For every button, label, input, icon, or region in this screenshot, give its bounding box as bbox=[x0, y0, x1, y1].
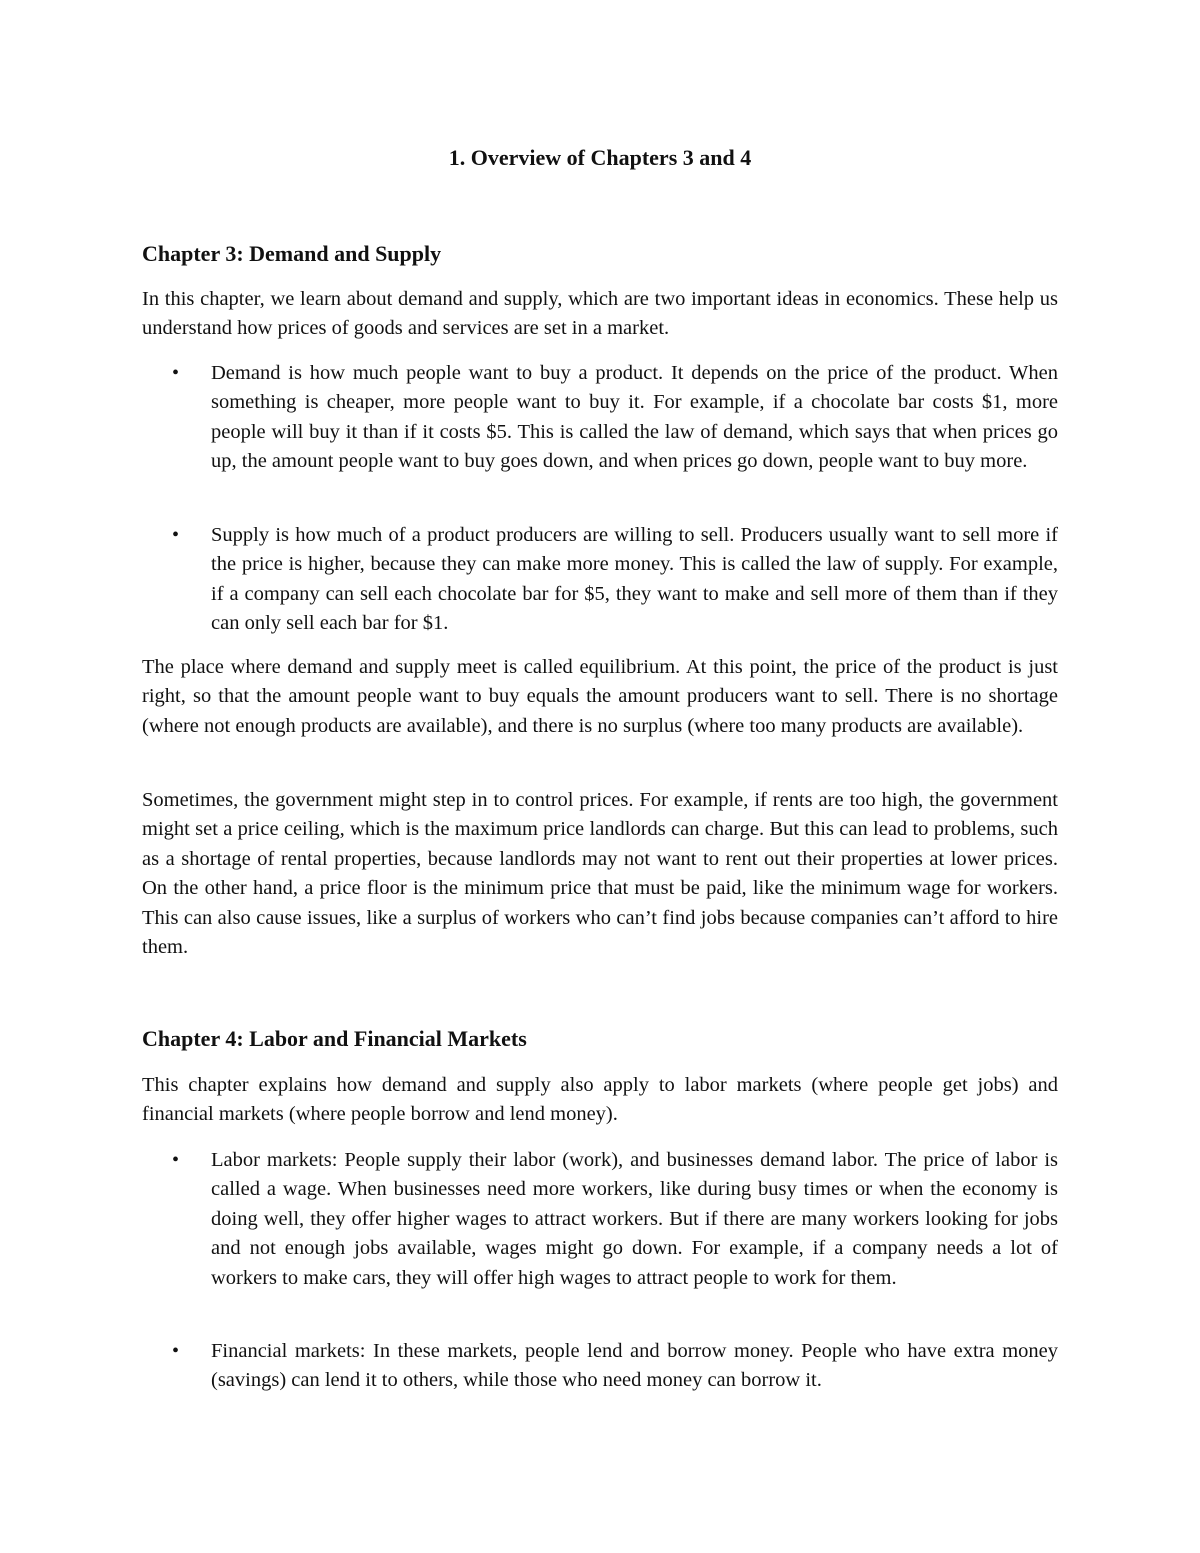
government-paragraph: Sometimes, the government might step in to control prices. For example, if rents are too high, the government might set a price ceiling, which is the maximum price landlords can charge. But this can lead to problems, such as a shortage of rental properties, because landlords may not want to rent out their properties at lower prices. On the other hand, a price floor is the minimum price that must be paid, like the minimum wage for workers. This can also cause issues, like a surplus of workers who can’t find jobs because companies can’t afford to hire them. bbox=[142, 789, 1058, 959]
bullet-icon: • bbox=[172, 362, 180, 384]
chapter-3-intro: In this chapter, we learn about demand and supply, which are two important ideas in economics. These help us understand how prices of goods and services are set in a market. bbox=[142, 288, 1058, 340]
supply-bullet-text: Supply is how much of a product producers are willing to sell. Producers usually want to sell more if the price is higher, because they can make more money. This is called the law of supply. For example, if a company can sell each chocolate bar for $5, they want to make and sell more of them than if they can only sell each bar for $1. bbox=[211, 524, 1058, 635]
bullet-icon: • bbox=[172, 1340, 180, 1362]
demand-bullet-text: Demand is how much people want to buy a product. It depends on the price of the product. When something is cheaper, more people want to buy it. For example, if a chocolate bar costs $1, more people will buy it than if it costs $5. This is called the law of demand, which says that when prices go up, the amount people want to buy goes down, and when prices go down, people want to buy more. bbox=[211, 362, 1058, 473]
bullet-icon: • bbox=[172, 524, 180, 546]
chapter-4-intro: This chapter explains how demand and supply also apply to labor markets (where people get jobs) and financial markets (where people borrow and lend money). bbox=[142, 1074, 1058, 1126]
financial-markets-bullet-text: Financial markets: In these markets, people lend and borrow money. People who have extra money (savings) can lend it to others, while those who need money can borrow it. bbox=[211, 1340, 1058, 1392]
equilibrium-paragraph: The place where demand and supply meet is called equilibrium. At this point, the price of the product is just right, so that the amount people want to buy equals the amount producers want to sell. There is no shortage (where not enough products are available), and there is no surplus (where too many products are available). bbox=[142, 656, 1058, 737]
chapter-4-heading: Chapter 4: Labor and Financial Markets bbox=[142, 1026, 527, 1051]
document-title: 1. Overview of Chapters 3 and 4 bbox=[448, 145, 752, 170]
chapter-3-heading: Chapter 3: Demand and Supply bbox=[142, 241, 442, 266]
bullet-icon: • bbox=[172, 1149, 180, 1171]
labor-markets-bullet-text: Labor markets: People supply their labor (work), and businesses demand labor. The price of labor is called a wage. When businesses need more workers, like during busy times or when the economy is doing well, they offer higher wages to attract workers. But if there are many workers looking for jobs and not enough jobs available, wages might go down. For example, if a company needs a lot of workers to make cars, they will offer high wages to attract people to work for them. bbox=[211, 1149, 1058, 1289]
